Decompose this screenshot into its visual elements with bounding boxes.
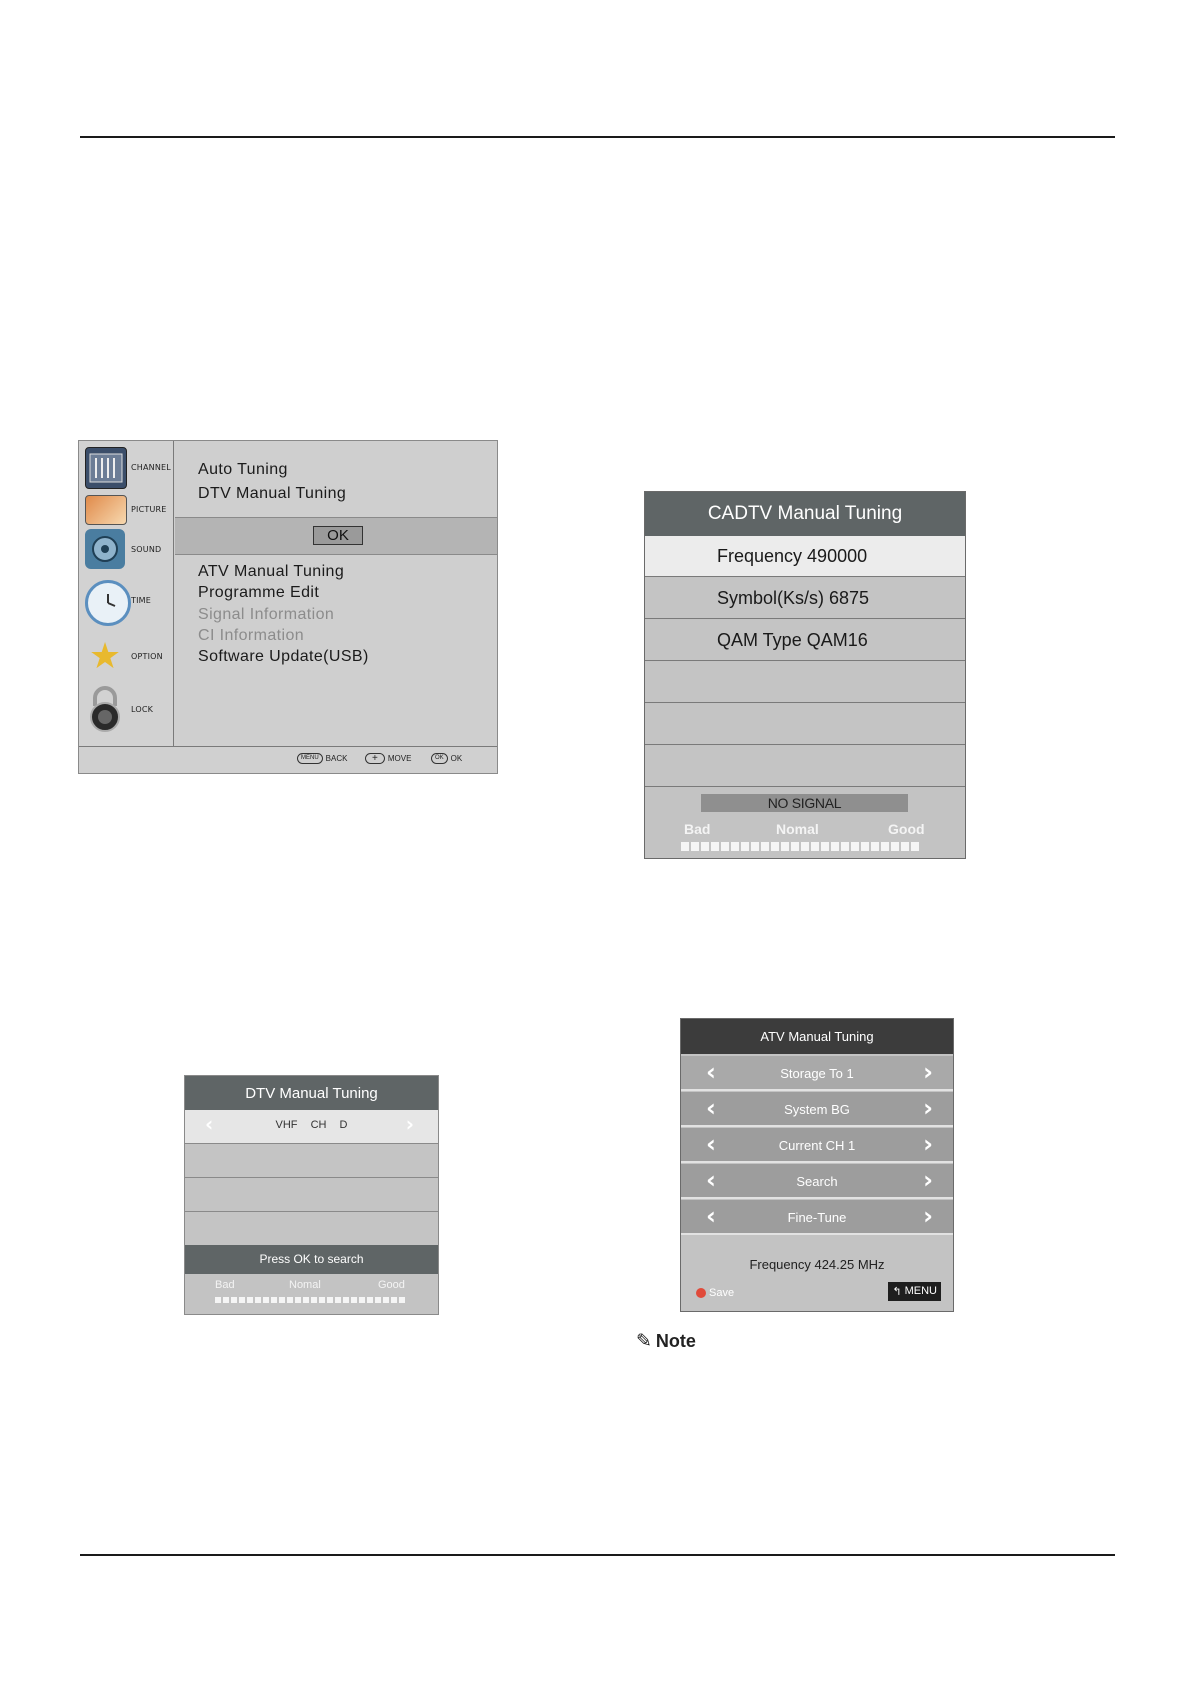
dtv-title: DTV Manual Tuning (185, 1076, 438, 1110)
cadtv-empty-row (645, 746, 965, 787)
picture-icon (85, 495, 127, 525)
ok-button[interactable]: OK (313, 526, 363, 545)
menu-sidebar (79, 441, 174, 747)
sidebar-item-option[interactable] (81, 634, 171, 684)
padlock-icon (85, 689, 125, 729)
quality-bad-label: Bad (215, 1279, 235, 1291)
chevron-right-icon[interactable]: › (405, 1112, 414, 1136)
signal-segment (215, 1297, 221, 1303)
cadtv-title: CADTV Manual Tuning (645, 492, 965, 536)
signal-segment (311, 1297, 317, 1303)
atv-frequency: Frequency 424.25 MHz (749, 1257, 885, 1272)
atv-row-system[interactable] (681, 1092, 953, 1127)
signal-segment (399, 1297, 405, 1303)
dtv-ch-label: CH (310, 1119, 327, 1131)
menu-label: MENU (904, 1285, 937, 1297)
chevron-left-icon[interactable]: ‹ (205, 1112, 214, 1136)
menu-key-icon: MENU (297, 753, 323, 764)
signal-segment (701, 842, 709, 851)
atv-row-current-ch[interactable] (681, 1128, 953, 1163)
chevron-right-icon[interactable]: › (923, 1058, 933, 1086)
return-arrow-icon: ↰ (892, 1285, 902, 1298)
signal-segment (359, 1297, 365, 1303)
sidebar-label: OPTION (131, 652, 163, 661)
signal-segment (821, 842, 829, 851)
atv-manual-tuning-screen (680, 1018, 954, 1312)
menu-item-dtv-manual-tuning[interactable]: DTV Manual Tuning (198, 485, 347, 502)
menu-item-software-update[interactable]: Software Update(USB) (198, 648, 369, 665)
signal-segment (383, 1297, 389, 1303)
quality-good-label: Good (378, 1279, 405, 1291)
save-hint[interactable] (696, 1287, 734, 1299)
chevron-right-icon[interactable]: › (923, 1202, 933, 1230)
signal-segment (911, 842, 919, 851)
hint-move (365, 753, 411, 764)
save-label: Save (709, 1287, 735, 1299)
menu-item-signal-information: Signal Information (198, 606, 335, 623)
sidebar-label: LOCK (131, 705, 154, 714)
chevron-left-icon[interactable]: ‹ (706, 1166, 716, 1194)
chevron-left-icon[interactable]: ‹ (706, 1202, 716, 1230)
red-button-icon (696, 1288, 706, 1298)
quality-normal-label: Nomal (776, 821, 819, 837)
star-icon: ★ (88, 635, 122, 677)
signal-segment (801, 842, 809, 851)
hint-ok (431, 753, 462, 764)
signal-segment (901, 842, 909, 851)
cadtv-qam-row[interactable]: QAM Type QAM16 (645, 620, 965, 661)
signal-segment (751, 842, 759, 851)
signal-segment (691, 842, 699, 851)
dtv-empty-row (185, 1212, 438, 1246)
dtv-ch-value: D (339, 1119, 348, 1131)
quality-bad-label: Bad (684, 821, 711, 837)
signal-segment (223, 1297, 229, 1303)
chevron-left-icon[interactable]: ‹ (706, 1094, 716, 1122)
cadtv-empty-row (645, 662, 965, 703)
cadtv-signal-meter (681, 842, 919, 851)
atv-row-label: System BG (784, 1102, 850, 1117)
note-label: Note (655, 1330, 696, 1351)
bottom-rule (80, 1554, 1115, 1556)
menu-item-programme-edit[interactable]: Programme Edit (198, 584, 320, 601)
signal-segment (791, 842, 799, 851)
signal-segment (319, 1297, 325, 1303)
signal-segment (295, 1297, 301, 1303)
sidebar-item-lock[interactable] (81, 687, 171, 737)
signal-segment (367, 1297, 373, 1303)
atv-row-label: Fine-Tune (787, 1210, 847, 1225)
signal-segment (841, 842, 849, 851)
signal-segment (279, 1297, 285, 1303)
sidebar-label: TIME (131, 596, 152, 605)
dtv-signal-meter (215, 1297, 405, 1303)
signal-segment (731, 842, 739, 851)
atv-row-search[interactable] (681, 1164, 953, 1199)
signal-segment (391, 1297, 397, 1303)
signal-segment (231, 1297, 237, 1303)
signal-segment (721, 842, 729, 851)
signal-segment (351, 1297, 357, 1303)
hint-move-label: MOVE (387, 754, 412, 763)
sound-icon (85, 529, 125, 569)
dtv-manual-tuning-screen (184, 1075, 439, 1315)
note-heading (636, 1330, 696, 1352)
hint-back (297, 753, 347, 764)
atv-row-label: Storage To 1 (780, 1066, 854, 1081)
chevron-left-icon[interactable]: ‹ (706, 1130, 716, 1158)
chevron-right-icon[interactable]: › (923, 1094, 933, 1122)
ok-confirm-band (175, 517, 497, 555)
signal-segment (681, 842, 689, 851)
dtv-band: VHF (275, 1119, 298, 1131)
dtv-channel-row[interactable] (185, 1110, 438, 1144)
signal-segment (335, 1297, 341, 1303)
signal-segment (861, 842, 869, 851)
chevron-left-icon[interactable]: ‹ (706, 1058, 716, 1086)
no-signal-status: NO SIGNAL (701, 794, 908, 812)
channel-menu-items (175, 441, 497, 747)
hint-back-label: BACK (325, 754, 348, 763)
cadtv-frequency-row[interactable]: Frequency 490000 (645, 536, 965, 577)
quality-normal-label: Nomal (289, 1279, 321, 1291)
move-key-icon: + (365, 753, 385, 764)
signal-segment (247, 1297, 253, 1303)
quality-good-label: Good (888, 821, 925, 837)
sidebar-item-sound[interactable] (81, 527, 171, 577)
signal-segment (871, 842, 879, 851)
signal-segment (831, 842, 839, 851)
signal-segment (255, 1297, 261, 1303)
signal-segment (711, 842, 719, 851)
channel-menu-screen (78, 440, 498, 774)
channel-icon (85, 447, 127, 489)
ok-key-icon: OK (431, 753, 448, 764)
sidebar-label: PICTURE (131, 505, 167, 514)
signal-segment (881, 842, 889, 851)
signal-segment (891, 842, 899, 851)
chevron-right-icon[interactable]: › (923, 1166, 933, 1194)
signal-segment (327, 1297, 333, 1303)
signal-segment (781, 842, 789, 851)
atv-row-storage[interactable] (681, 1056, 953, 1091)
signal-segment (271, 1297, 277, 1303)
sidebar-label: SOUND (131, 545, 162, 554)
signal-segment (811, 842, 819, 851)
signal-segment (287, 1297, 293, 1303)
atv-row-fine-tune[interactable] (681, 1200, 953, 1235)
top-rule (80, 136, 1115, 138)
chevron-right-icon[interactable]: › (923, 1130, 933, 1158)
hint-ok-label: OK (450, 754, 463, 763)
menu-footer (79, 746, 497, 773)
signal-segment (343, 1297, 349, 1303)
signal-segment (263, 1297, 269, 1303)
signal-segment (761, 842, 769, 851)
menu-item-auto-tuning[interactable]: Auto Tuning (198, 461, 288, 478)
signal-segment (303, 1297, 309, 1303)
sidebar-label: CHANNEL (131, 463, 171, 472)
signal-segment (741, 842, 749, 851)
press-ok-prompt: Press OK to search (185, 1245, 438, 1274)
dtv-channel-value (185, 1119, 438, 1131)
signal-segment (375, 1297, 381, 1303)
signal-segment (239, 1297, 245, 1303)
cadtv-empty-row (645, 704, 965, 745)
cadtv-symbol-row[interactable]: Symbol(Ks/s) 6875 (645, 578, 965, 619)
dtv-empty-row (185, 1144, 438, 1178)
cadtv-manual-tuning-screen (644, 491, 966, 859)
sidebar-item-time[interactable] (81, 578, 171, 628)
atv-title: ATV Manual Tuning (681, 1019, 953, 1054)
signal-segment (771, 842, 779, 851)
clock-icon (85, 580, 131, 626)
menu-item-ci-information: CI Information (198, 627, 305, 644)
menu-item-atv-manual-tuning[interactable]: ATV Manual Tuning (198, 563, 345, 580)
pencil-icon: ✎ (636, 1330, 652, 1352)
atv-row-label: Search (796, 1174, 838, 1189)
dtv-empty-row (185, 1178, 438, 1212)
menu-return-button[interactable] (888, 1282, 941, 1301)
signal-segment (851, 842, 859, 851)
atv-row-label: Current CH 1 (778, 1138, 856, 1153)
